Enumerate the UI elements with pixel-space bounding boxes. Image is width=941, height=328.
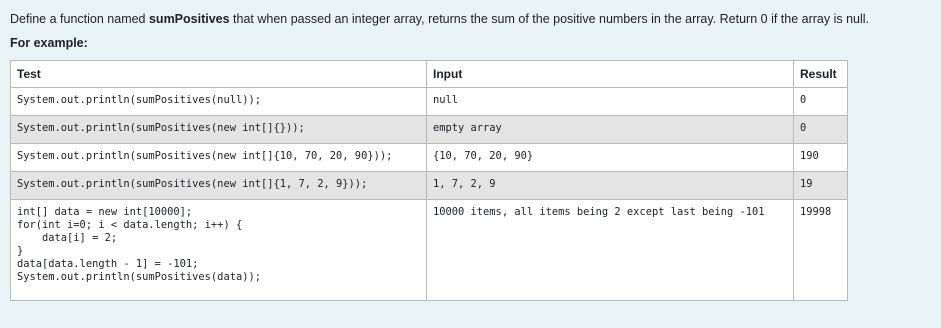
result-cell: 19998 [794, 200, 848, 301]
test-code-cell: System.out.println(sumPositives(new int[]{1, 7, 2, 9})); [11, 172, 427, 200]
table-row [11, 144, 848, 172]
test-code-cell: int[] data = new int[10000]; for(int i=0; i < data.length; i++) { data[i] = 2; } data[data.length - 1] = -101; System.out.println(sumPositives(data)); [11, 200, 427, 301]
question-text-after: that when passed an integer array, returns the sum of the positive numbers in the array. Return 0 if the array is null. [229, 12, 870, 26]
table-header-row [11, 61, 848, 88]
table-row [11, 116, 848, 144]
examples-table [10, 60, 848, 301]
input-cell: {10, 70, 20, 90} [427, 144, 794, 172]
input-cell: 10000 items, all items being 2 except last being -101 [427, 200, 794, 301]
table-row [11, 200, 848, 301]
test-code-cell: System.out.println(sumPositives(null)); [11, 88, 427, 116]
result-cell: 19 [794, 172, 848, 200]
result-cell: 190 [794, 144, 848, 172]
input-cell: empty array [427, 116, 794, 144]
function-name: sumPositives [148, 12, 230, 26]
result-cell: 0 [794, 116, 848, 144]
test-code-cell: System.out.println(sumPositives(new int[]{10, 70, 20, 90})); [11, 144, 427, 172]
result-cell: 0 [794, 88, 848, 116]
input-cell: null [427, 88, 794, 116]
input-cell: 1, 7, 2, 9 [427, 172, 794, 200]
question-text-before: Define a function named [10, 12, 149, 26]
table-row [11, 172, 848, 200]
header-input: Input [427, 61, 794, 88]
question-text [10, 11, 869, 27]
test-code-cell: System.out.println(sumPositives(new int[]{})); [11, 116, 427, 144]
for-example-heading: For example: [10, 36, 88, 50]
header-test: Test [11, 61, 427, 88]
table-row [11, 88, 848, 116]
header-result: Result [794, 61, 848, 88]
